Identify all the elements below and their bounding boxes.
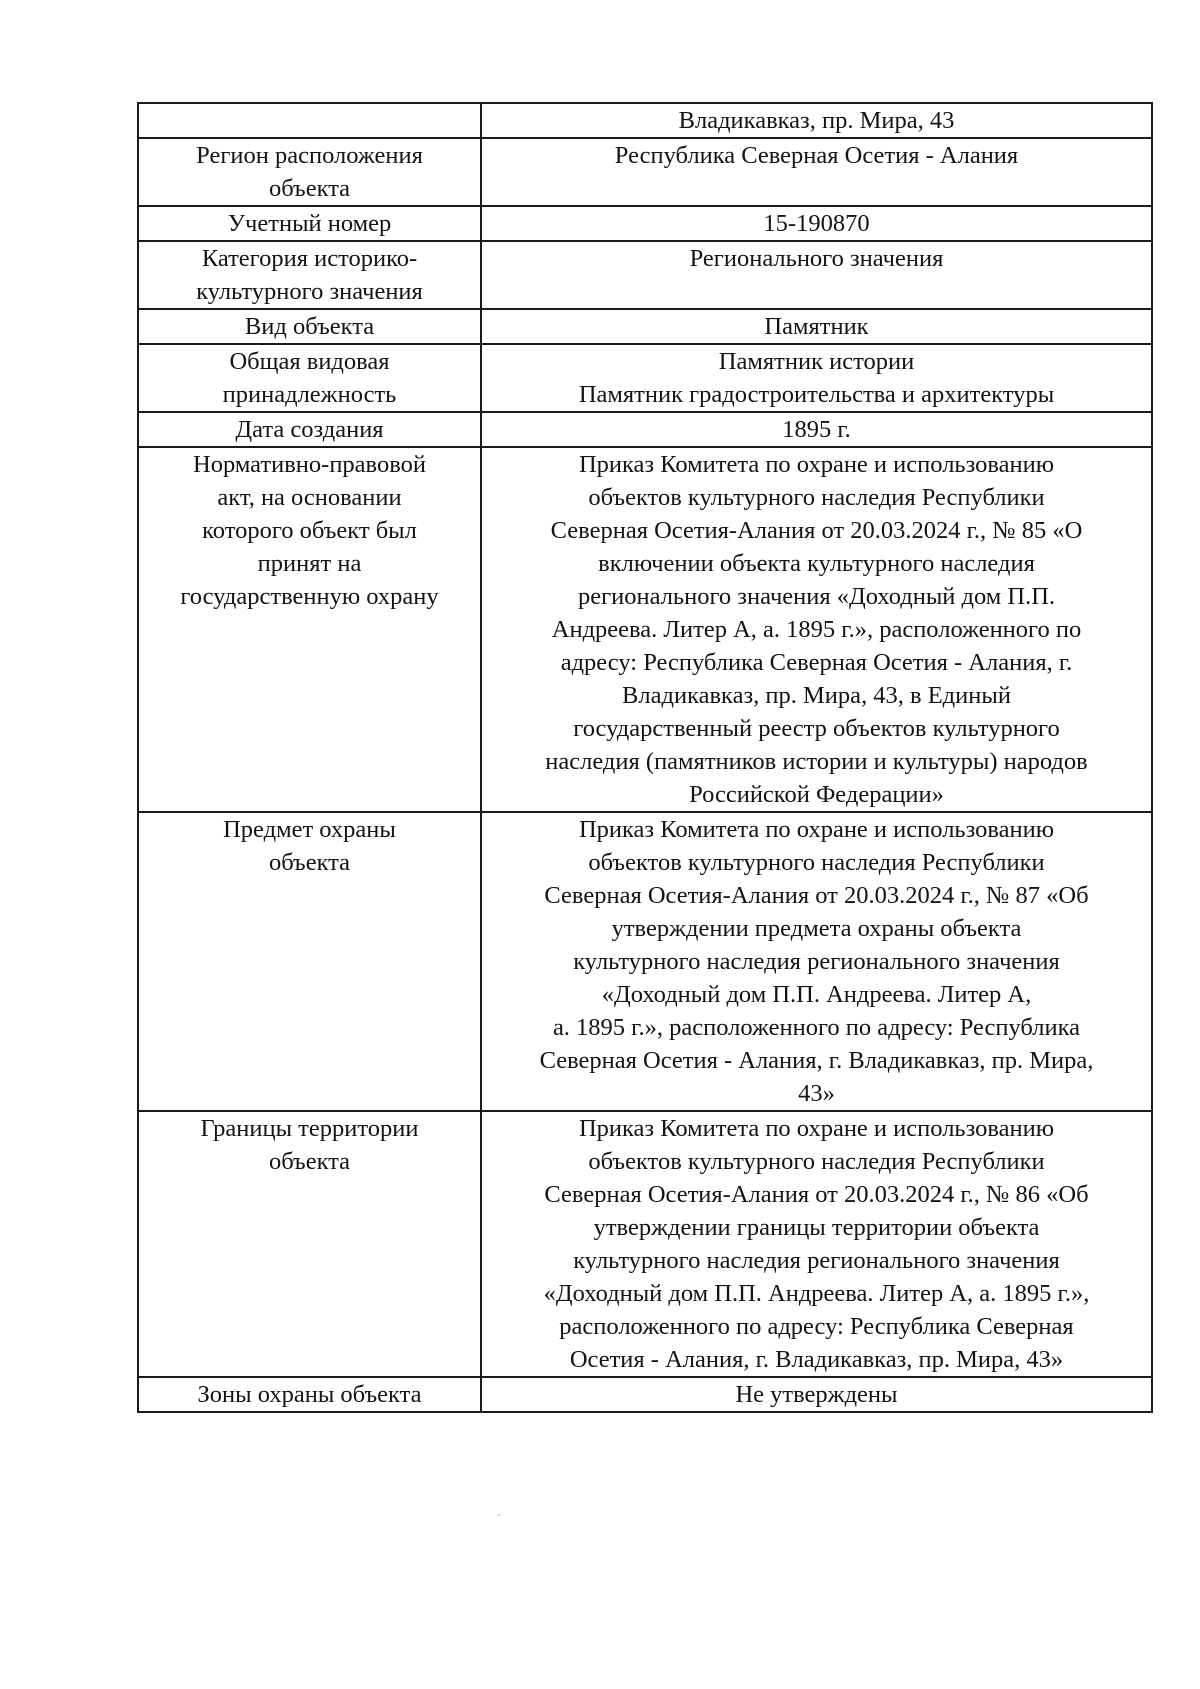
label-cell-protection-subject: Предмет охраны объекта [138, 812, 481, 1111]
value-cell-address: Владикавказ, пр. Мира, 43 [481, 103, 1152, 138]
table-row-territory-boundaries [138, 1111, 1152, 1377]
label-cell-protection-zones: Зоны охраны объекта [138, 1377, 481, 1412]
table-row-protection-zones [138, 1377, 1152, 1412]
label-cell-object-type: Вид объекта [138, 309, 481, 344]
table-row-legal-act [138, 447, 1152, 812]
heritage-object-table [137, 102, 1153, 1413]
scan-speck [498, 1514, 500, 1516]
value-cell-protection-zones: Не утверждены [481, 1377, 1152, 1412]
table-row-address-continuation [138, 103, 1152, 138]
table-row-region [138, 138, 1152, 206]
value-cell-general-type: Памятник истории Памятник градостроительства и архитектуры [481, 344, 1152, 412]
value-cell-legal-act: Приказ Комитета по охране и использованию объектов культурного наследия Республики Северная Осетия-Алания от 20.03.2024 г., № 85 «О включении объекта культурного наследия регионального значения «Доходный дом П.П. Андреева. Литер А, а. 1895 г.», расположенного по адресу: Республика Северная Осетия - Алания, г. Владикавказ, пр. Мира, 43, в Единый государственный реестр объектов культурного наследия (памятников истории и культуры) народов Российской Федерации» [481, 447, 1152, 812]
table-row-creation-date [138, 412, 1152, 447]
table-row-category [138, 241, 1152, 309]
value-cell-object-type: Памятник [481, 309, 1152, 344]
label-cell-category: Категория историко- культурного значения [138, 241, 481, 309]
table-row-registration-number [138, 206, 1152, 241]
table-row-general-type [138, 344, 1152, 412]
label-cell-registration-number: Учетный номер [138, 206, 481, 241]
label-cell-general-type: Общая видовая принадлежность [138, 344, 481, 412]
label-cell-empty [138, 103, 481, 138]
value-cell-registration-number: 15-190870 [481, 206, 1152, 241]
label-cell-region: Регион расположения объекта [138, 138, 481, 206]
label-cell-territory-boundaries: Границы территории объекта [138, 1111, 481, 1377]
table-row-protection-subject [138, 812, 1152, 1111]
table-row-object-type [138, 309, 1152, 344]
value-cell-category: Регионального значения [481, 241, 1152, 309]
value-cell-protection-subject: Приказ Комитета по охране и использованию объектов культурного наследия Республики Северная Осетия-Алания от 20.03.2024 г., № 87 «Об утверждении предмета охраны объекта культурного наследия регионального значения «Доходный дом П.П. Андреева. Литер А, а. 1895 г.», расположенного по адресу: Республика Северная Осетия - Алания, г. Владикавказ, пр. Мира, 43» [481, 812, 1152, 1111]
label-cell-legal-act: Нормативно-правовой акт, на основании которого объект был принят на государственную охрану [138, 447, 481, 812]
label-cell-creation-date: Дата создания [138, 412, 481, 447]
value-cell-region: Республика Северная Осетия - Алания [481, 138, 1152, 206]
value-cell-creation-date: 1895 г. [481, 412, 1152, 447]
value-cell-territory-boundaries: Приказ Комитета по охране и использованию объектов культурного наследия Республики Северная Осетия-Алания от 20.03.2024 г., № 86 «Об утверждении границы территории объекта культурного наследия регионального значения «Доходный дом П.П. Андреева. Литер А, а. 1895 г.», расположенного по адресу: Республика Северная Осетия - Алания, г. Владикавказ, пр. Мира, 43» [481, 1111, 1152, 1377]
